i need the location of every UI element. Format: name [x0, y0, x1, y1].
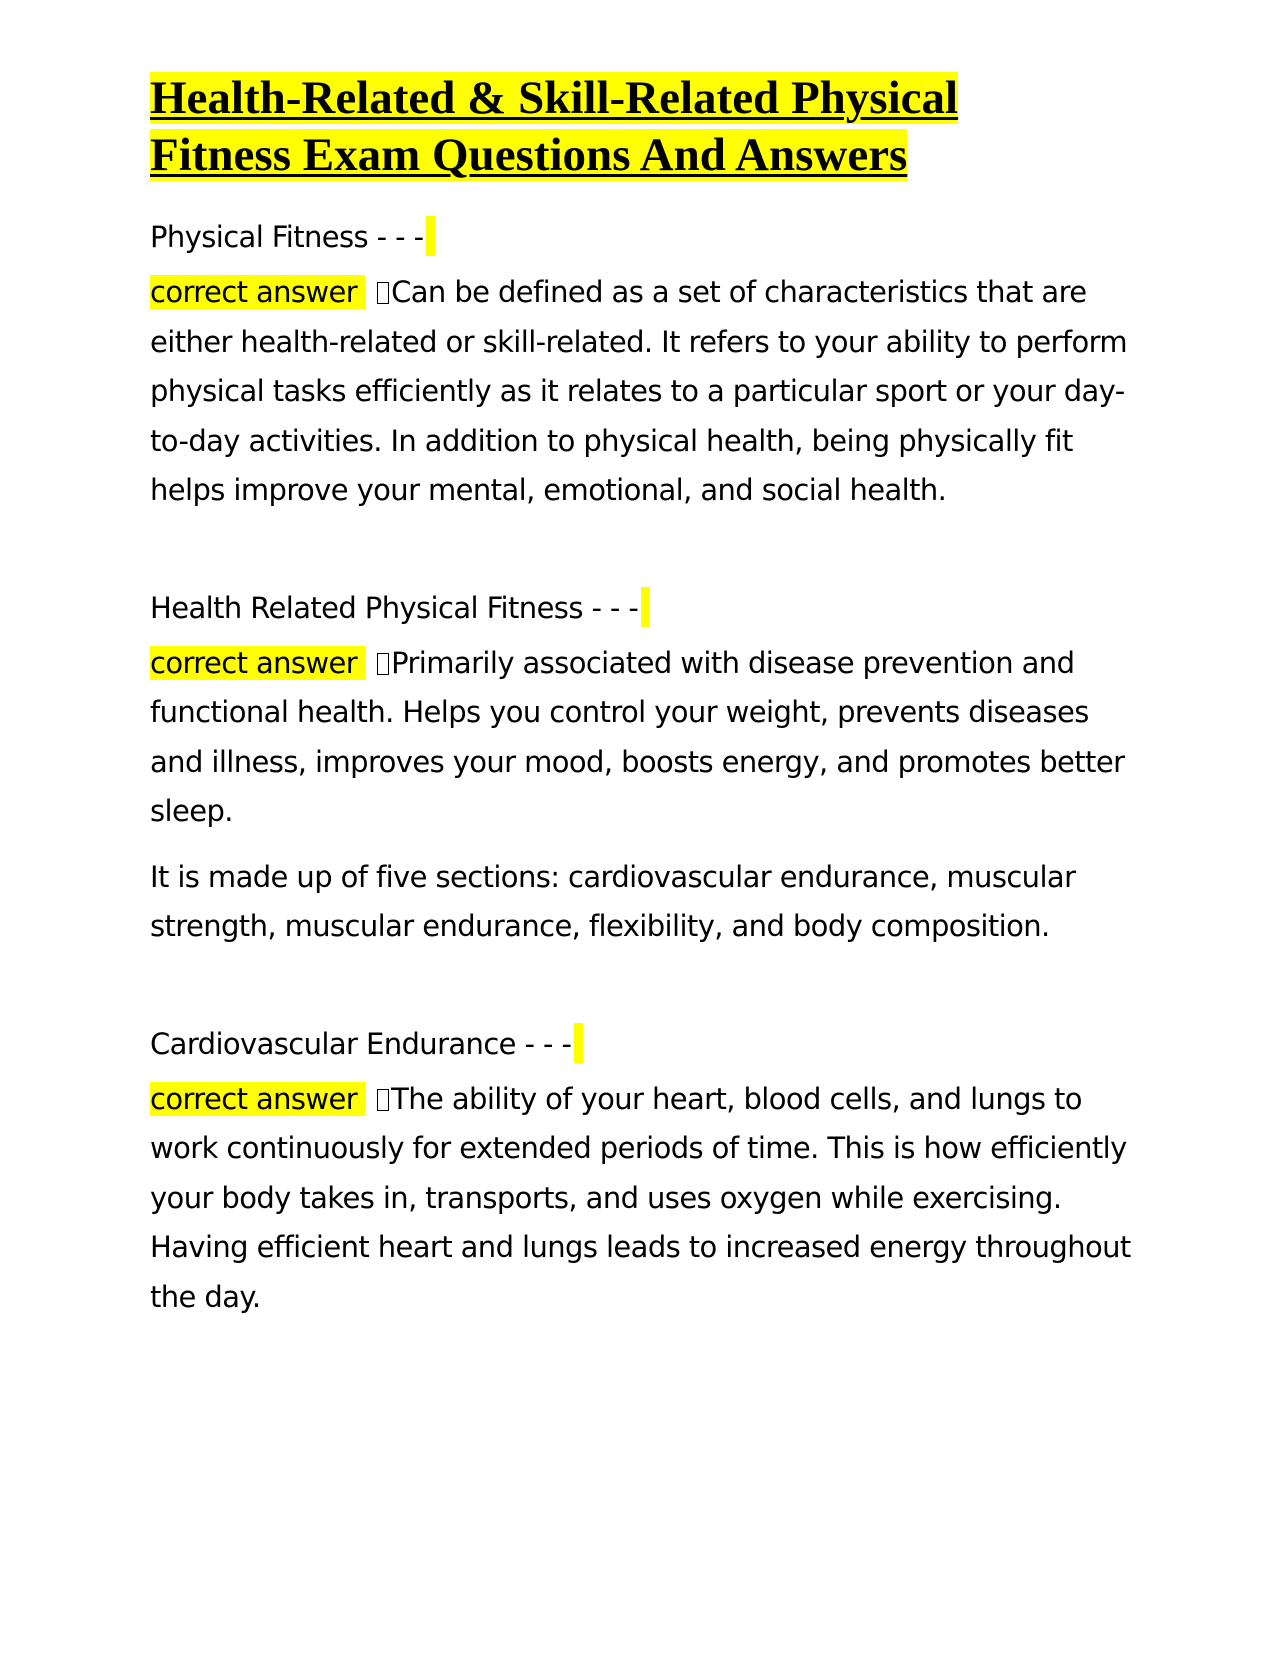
- question-text: Health Related Physical Fitness - - -: [150, 590, 639, 625]
- answer-text: Primarily associated with disease prevention and functional health. Helps you control your weight, prevents diseases and illness, improves your mood, boosts energy, and promotes better sleep.: [150, 645, 1125, 828]
- correct-answer-label: correct answer: [150, 275, 365, 309]
- highlight-marker: [426, 216, 435, 256]
- missing-glyph-box-icon: [377, 1089, 389, 1111]
- answer-extra-paragraph: It is made up of five sections: cardiovascular endurance, muscular strength, muscular endurance, flexibility, and body composition.: [150, 859, 1076, 943]
- answer: [150, 1075, 1135, 1323]
- answer-text: Can be defined as a set of characteristics that are either health-related or skill-related. It refers to your ability to perform physical tasks efficiently as it relates to a particular sport or your day-to-day activities. In addition to physical health, being physically fit helps improve your mental, emotional, and social health.: [150, 275, 1128, 507]
- missing-glyph-box-icon: [377, 653, 389, 675]
- title-line-1: Health-Related & Skill-Related Physical: [150, 72, 959, 124]
- highlight-marker: [574, 1023, 583, 1063]
- correct-answer-label: correct answer: [150, 646, 365, 680]
- missing-glyph-box-icon: [377, 282, 389, 304]
- document-title: [150, 70, 1135, 184]
- document-page: [150, 70, 1135, 1391]
- answer: [150, 639, 1135, 837]
- question: [150, 1021, 1135, 1067]
- qa-item-physical-fitness: [150, 214, 1135, 516]
- qa-item-cardiovascular-endurance: [150, 1021, 1135, 1323]
- question: [150, 585, 1135, 631]
- title-line-2: Fitness Exam Questions And Answers: [150, 129, 908, 181]
- question-text: Physical Fitness - - -: [150, 220, 424, 254]
- question: [150, 214, 1135, 260]
- qa-item-health-related-fitness: [150, 585, 1135, 952]
- question-text: Cardiovascular Endurance - - -: [150, 1026, 572, 1061]
- answer: [150, 268, 1135, 516]
- answer-text: The ability of your heart, blood cells, and lungs to work continuously for extended periods of time. This is how efficiently your body takes in, transports, and uses oxygen while exercising. Having efficient heart and lungs leads to increased energy throughout the day.: [150, 1081, 1131, 1314]
- correct-answer-label: correct answer: [150, 1082, 365, 1116]
- highlight-marker: [641, 587, 650, 627]
